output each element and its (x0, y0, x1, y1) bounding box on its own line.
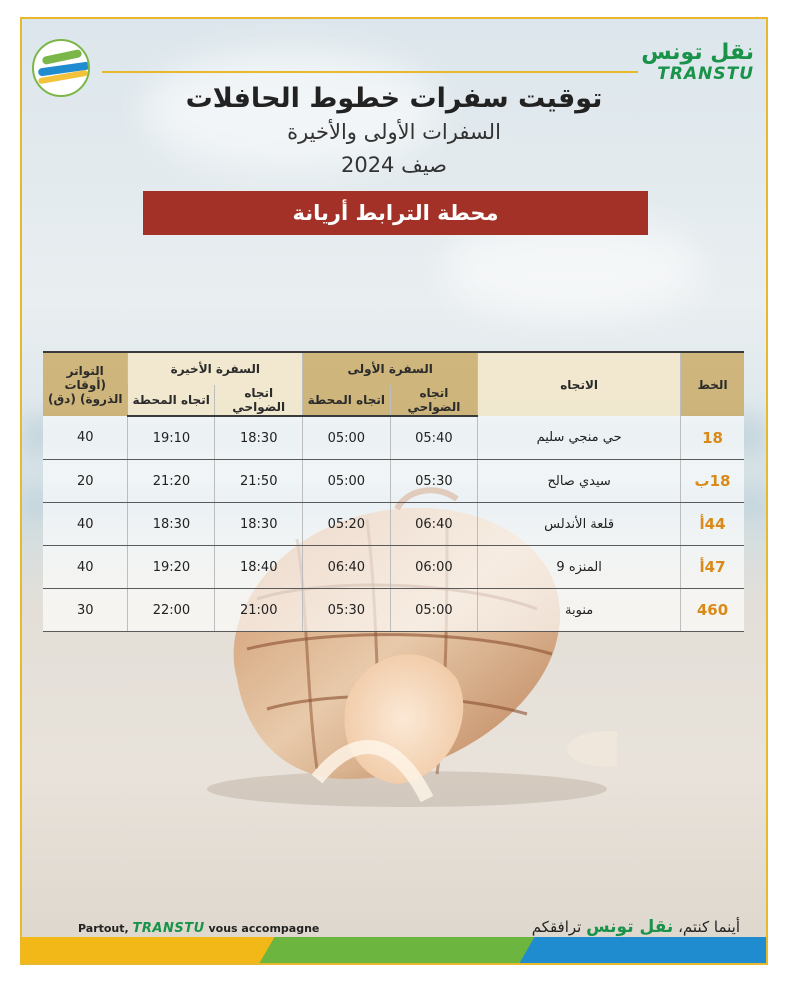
cell-direction: سيدي صالح (478, 460, 681, 503)
col-header-first-trip: السفرة الأولى (303, 352, 478, 385)
cell-line: 44أ (681, 503, 745, 546)
cell-line: 47أ (681, 546, 745, 589)
footer-ar-after: ترافقكم (531, 918, 582, 936)
cell-last-suburbs: 18:30 (215, 416, 303, 460)
cell-last-station: 21:20 (128, 460, 215, 503)
footer-fr-after: vous accompagne (208, 922, 320, 935)
cell-first-station: 05:00 (303, 460, 390, 503)
col-header-direction: الاتجاه (478, 352, 681, 416)
footer-ar-before: أينما كنتم، (678, 918, 740, 936)
table-row (43, 589, 744, 632)
brand-latin: TRANSTU (657, 64, 754, 84)
cell-line: 460 (681, 589, 745, 632)
footer-slogan-french (78, 921, 319, 936)
cell-line: 18ب (681, 460, 745, 503)
stripe-green (259, 937, 549, 963)
cell-last-suburbs: 18:40 (215, 546, 303, 589)
cell-first-station: 06:40 (303, 546, 390, 589)
footer-fr-brand: TRANSTU (132, 921, 205, 936)
footer-ar-brand: نقل تونس (586, 917, 674, 937)
footer-color-stripes (22, 937, 766, 963)
header-divider (102, 71, 638, 73)
cell-last-station: 22:00 (128, 589, 215, 632)
cell-first-station: 05:30 (303, 589, 390, 632)
col-header-line: الخط (681, 352, 745, 416)
footer-fr-before: Partout, (78, 922, 129, 935)
brand-arabic: نقل تونس (641, 40, 754, 65)
col-header-first-suburbs: اتجاه الضواحي (390, 385, 478, 416)
cell-frequency: 40 (43, 546, 128, 589)
cell-direction: منوبة (478, 589, 681, 632)
cell-first-station: 05:00 (303, 416, 390, 460)
cell-first-suburbs: 06:40 (390, 503, 478, 546)
cell-first-suburbs: 05:30 (390, 460, 478, 503)
cell-frequency: 30 (43, 589, 128, 632)
col-header-last-trip: السفرة الأخيرة (128, 352, 303, 385)
cell-last-suburbs: 18:30 (215, 503, 303, 546)
timetable-poster (20, 17, 768, 965)
col-header-first-station: اتجاه المحطة (303, 385, 390, 416)
station-banner: محطة الترابط أريانة (143, 191, 648, 235)
cell-first-suburbs: 05:00 (390, 589, 478, 632)
table-row (43, 503, 744, 546)
col-header-last-station: اتجاه المحطة (128, 385, 215, 416)
cell-first-station: 05:20 (303, 503, 390, 546)
stripe-blue (519, 937, 768, 963)
page-subtitle: السفرات الأولى والأخيرة (287, 120, 501, 144)
cell-last-station: 18:30 (128, 503, 215, 546)
cell-frequency: 40 (43, 416, 128, 460)
brand-logo (641, 41, 754, 83)
stripe-gold (22, 937, 282, 963)
cell-last-suburbs: 21:50 (215, 460, 303, 503)
cell-line: 18 (681, 416, 745, 460)
footer-slogan-arabic (532, 917, 740, 937)
table-row (43, 546, 744, 589)
cell-first-suburbs: 05:40 (390, 416, 478, 460)
cell-last-station: 19:20 (128, 546, 215, 589)
cell-frequency: 20 (43, 460, 128, 503)
cell-direction: المنزه 9 (478, 546, 681, 589)
timetable (43, 351, 744, 632)
cell-last-station: 19:10 (128, 416, 215, 460)
cell-last-suburbs: 21:00 (215, 589, 303, 632)
page-title: توقيت سفرات خطوط الحافلات (185, 83, 603, 114)
table-row (43, 416, 744, 460)
cell-first-suburbs: 06:00 (390, 546, 478, 589)
season-label: صيف 2024 (340, 153, 448, 177)
col-header-last-suburbs: اتجاه الضواحي (215, 385, 303, 416)
cell-direction: حي منجي سليم (478, 416, 681, 460)
cell-direction: قلعة الأندلس (478, 503, 681, 546)
col-header-frequency: التواتر (أوقات الذروة) (دق) (43, 352, 128, 416)
table-row (43, 460, 744, 503)
cell-frequency: 40 (43, 503, 128, 546)
